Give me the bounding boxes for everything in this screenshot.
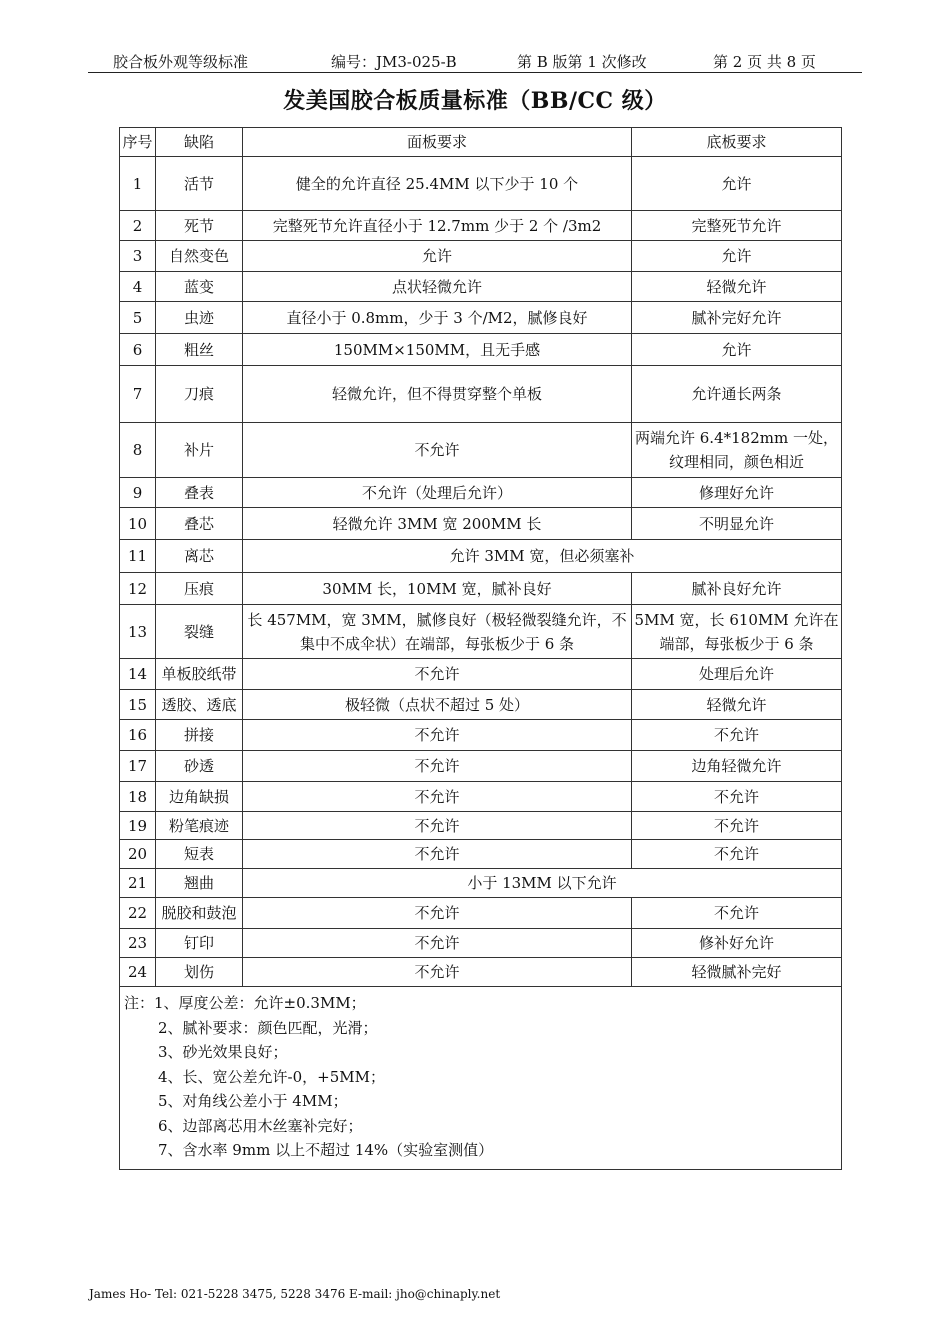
back-requirement: 边角轻微允许 xyxy=(632,751,842,782)
back-requirement: 允许 xyxy=(632,334,842,366)
row-number: 10 xyxy=(120,508,156,540)
defect-name: 单板胶纸带 xyxy=(156,659,243,690)
face-requirement: 健全的允许直径 25.4MM 以下少于 10 个 xyxy=(243,157,632,211)
face-requirement: 不允许 xyxy=(243,929,632,958)
row-number: 24 xyxy=(120,958,156,987)
table-row xyxy=(120,605,842,659)
defect-name: 粗丝 xyxy=(156,334,243,366)
row-number: 17 xyxy=(120,751,156,782)
table-row xyxy=(120,929,842,958)
notes-row xyxy=(120,987,842,1170)
row-number: 9 xyxy=(120,478,156,508)
note-line: 7、含水率 9mm 以上不超过 14%（实验室测值） xyxy=(158,1141,494,1159)
face-requirement: 轻微允许，但不得贯穿整个单板 xyxy=(243,366,632,423)
note-line: 6、边部离芯用木丝塞补完好； xyxy=(158,1116,363,1135)
defect-name: 死节 xyxy=(156,211,243,241)
row-number: 20 xyxy=(120,840,156,869)
defect-name: 短表 xyxy=(156,840,243,869)
back-requirement: 轻微允许 xyxy=(632,690,842,720)
back-requirement: 不允许 xyxy=(632,720,842,751)
back-requirement: 轻微允许 xyxy=(632,272,842,302)
row-number: 8 xyxy=(120,423,156,478)
header-face: 面板要求 xyxy=(243,128,632,157)
row-number: 18 xyxy=(120,782,156,812)
note-line: 2、腻补要求：颜色匹配，光滑； xyxy=(158,1018,378,1037)
face-requirement: 不允许 xyxy=(243,812,632,840)
row-number: 3 xyxy=(120,241,156,272)
back-requirement: 5MM 宽，长 610MM 允许在端部，每张板少于 6 条 xyxy=(632,605,842,659)
header-back: 底板要求 xyxy=(632,128,842,157)
back-requirement: 不允许 xyxy=(632,812,842,840)
defect-name: 拼接 xyxy=(156,720,243,751)
table-row xyxy=(120,751,842,782)
face-requirement: 不允许 xyxy=(243,423,632,478)
back-requirement: 修补好允许 xyxy=(632,929,842,958)
defect-name: 裂缝 xyxy=(156,605,243,659)
table-row xyxy=(120,211,842,241)
back-requirement: 处理后允许 xyxy=(632,659,842,690)
header-page-number: 第 2 页 共 8 页 xyxy=(713,53,816,71)
row-number: 4 xyxy=(120,272,156,302)
row-number: 16 xyxy=(120,720,156,751)
back-requirement: 不允许 xyxy=(632,782,842,812)
defect-name: 虫迹 xyxy=(156,302,243,334)
defect-name: 划伤 xyxy=(156,958,243,987)
face-requirement: 不允许（处理后允许） xyxy=(243,478,632,508)
back-requirement: 不允许 xyxy=(632,840,842,869)
defect-name: 透胶、透底 xyxy=(156,690,243,720)
row-number: 1 xyxy=(120,157,156,211)
defect-name: 脱胶和鼓泡 xyxy=(156,898,243,929)
table-row xyxy=(120,302,842,334)
defect-name: 活节 xyxy=(156,157,243,211)
table-row xyxy=(120,241,842,272)
defect-name: 粉笔痕迹 xyxy=(156,812,243,840)
defect-name: 砂透 xyxy=(156,751,243,782)
defect-name: 压痕 xyxy=(156,573,243,605)
table-row xyxy=(120,334,842,366)
table-row xyxy=(120,272,842,302)
page-footer: James Ho- Tel: 021-5228 3475, 5228 3476 E-mail: jho@chinaply.net xyxy=(89,1287,501,1301)
defect-name: 叠芯 xyxy=(156,508,243,540)
table-row xyxy=(120,540,842,573)
face-requirement: 直径小于 0.8mm，少于 3 个/M2，腻修良好 xyxy=(243,302,632,334)
face-requirement: 允许 xyxy=(243,241,632,272)
defect-name: 翘曲 xyxy=(156,869,243,898)
page-title: 发美国胶合板质量标准（BB/CC 级） xyxy=(283,88,667,114)
note-line: 3、砂光效果良好； xyxy=(158,1043,288,1061)
row-number: 14 xyxy=(120,659,156,690)
row-number: 19 xyxy=(120,812,156,840)
table-header-row xyxy=(120,128,842,157)
defect-name: 离芯 xyxy=(156,540,243,573)
row-number: 7 xyxy=(120,366,156,423)
table-row xyxy=(120,573,842,605)
back-requirement: 腻补良好允许 xyxy=(632,573,842,605)
table-row xyxy=(120,423,842,478)
header-doc-name: 胶合板外观等级标准 xyxy=(113,53,249,71)
header-defect: 缺陷 xyxy=(156,128,243,157)
table-row xyxy=(120,720,842,751)
back-requirement: 不明显允许 xyxy=(632,508,842,540)
face-requirement: 完整死节允许直径小于 12.7mm 少于 2 个 /3m2 xyxy=(243,211,632,241)
row-number: 21 xyxy=(120,869,156,898)
defect-name: 补片 xyxy=(156,423,243,478)
header-no: 序号 xyxy=(120,128,156,157)
note-line: 4、长、宽公差允许-0，+5MM； xyxy=(158,1067,385,1086)
table-row xyxy=(120,840,842,869)
face-requirement: 点状轻微允许 xyxy=(243,272,632,302)
back-requirement: 不允许 xyxy=(632,898,842,929)
face-requirement: 长 457MM，宽 3MM，腻修良好（极轻微裂缝允许，不集中不成伞状）在端部，每张板少于 6 条 xyxy=(243,605,632,659)
back-requirement: 允许通长两条 xyxy=(632,366,842,423)
quality-standard-table xyxy=(119,127,842,1170)
face-requirement: 不允许 xyxy=(243,720,632,751)
table-row xyxy=(120,508,842,540)
row-number: 2 xyxy=(120,211,156,241)
page-header xyxy=(88,50,862,73)
back-requirement: 轻微腻补完好 xyxy=(632,958,842,987)
table-row xyxy=(120,690,842,720)
face-requirement: 不允许 xyxy=(243,898,632,929)
row-number: 22 xyxy=(120,898,156,929)
back-requirement: 完整死节允许 xyxy=(632,211,842,241)
table-row xyxy=(120,782,842,812)
table-row xyxy=(120,869,842,898)
defect-name: 边角缺损 xyxy=(156,782,243,812)
row-number: 11 xyxy=(120,540,156,573)
face-requirement: 不允许 xyxy=(243,751,632,782)
face-requirement: 不允许 xyxy=(243,782,632,812)
row-number: 5 xyxy=(120,302,156,334)
table-row xyxy=(120,366,842,423)
table-row xyxy=(120,157,842,211)
face-requirement: 轻微允许 3MM 宽 200MM 长 xyxy=(243,508,632,540)
back-requirement: 修理好允许 xyxy=(632,478,842,508)
table-row xyxy=(120,478,842,508)
back-requirement: 腻补完好允许 xyxy=(632,302,842,334)
table-row xyxy=(120,659,842,690)
face-requirement: 不允许 xyxy=(243,958,632,987)
back-requirement: 两端允许 6.4*182mm 一处，纹理相同，颜色相近 xyxy=(632,423,842,478)
row-number: 13 xyxy=(120,605,156,659)
defect-name: 钉印 xyxy=(156,929,243,958)
face-requirement: 不允许 xyxy=(243,840,632,869)
table-row xyxy=(120,958,842,987)
row-number: 12 xyxy=(120,573,156,605)
note-line: 5、对角线公差小于 4MM； xyxy=(158,1092,348,1110)
face-requirement: 极轻微（点状不超过 5 处） xyxy=(243,690,632,720)
defect-name: 蓝变 xyxy=(156,272,243,302)
header-doc-code: 编号：JM3-025-B xyxy=(331,53,457,71)
back-requirement: 允许 xyxy=(632,157,842,211)
row-number: 15 xyxy=(120,690,156,720)
note-line: 注：1、厚度公差：允许±0.3MM； xyxy=(124,994,366,1012)
back-requirement: 允许 xyxy=(632,241,842,272)
notes-cell xyxy=(120,987,842,1170)
defect-name: 自然变色 xyxy=(156,241,243,272)
face-requirement: 30MM 长，10MM 宽，腻补良好 xyxy=(243,573,632,605)
table-row xyxy=(120,898,842,929)
merged-requirement: 小于 13MM 以下允许 xyxy=(243,869,842,898)
defect-name: 刀痕 xyxy=(156,366,243,423)
table-row xyxy=(120,812,842,840)
row-number: 23 xyxy=(120,929,156,958)
header-version: 第 B 版第 1 次修改 xyxy=(517,53,647,71)
merged-requirement: 允许 3MM 宽，但必须塞补 xyxy=(243,540,842,573)
face-requirement: 不允许 xyxy=(243,659,632,690)
face-requirement: 150MM×150MM，且无手感 xyxy=(243,334,632,366)
defect-name: 叠表 xyxy=(156,478,243,508)
row-number: 6 xyxy=(120,334,156,366)
